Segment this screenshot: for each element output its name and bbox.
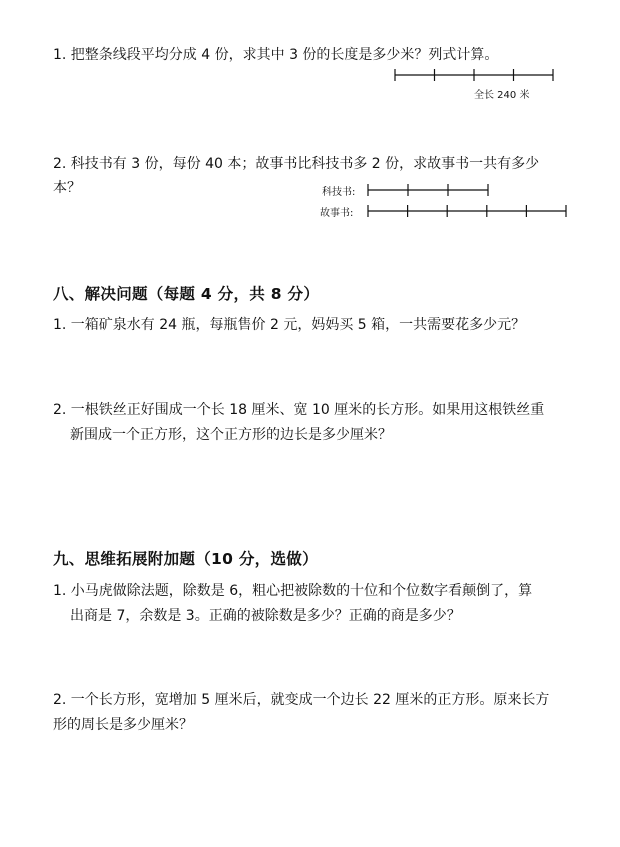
diagram-total-label: 全长 240 米 <box>474 90 530 101</box>
question-9-2-line2: 形的周长是多少厘米？ <box>53 717 193 733</box>
question-9-1-line1: 1. 小马虎做除法题，除数是 6，粗心把被除数的十位和个位数字看颠倒了，算 <box>53 583 533 599</box>
science-book-label: 科技书: <box>322 187 356 198</box>
section-8-heading: 八、解决问题（每题 4 分，共 8 分） <box>53 285 320 303</box>
question-8-2-line1: 2. 一根铁丝正好围成一个长 18 厘米、宽 10 厘米的长方形。如果用这根铁丝重 <box>53 402 545 418</box>
question-9-1-line2: 出商是 7，余数是 3。正确的被除数是多少？正确的商是多少？ <box>70 608 461 624</box>
question-9-2-line1: 2. 一个长方形，宽增加 5 厘米后，就变成一个边长 22 厘米的正方形。原来长方 <box>53 692 550 708</box>
question-7-1-text: 1. 把整条线段平均分成 4 份，求其中 3 份的长度是多少米？列式计算。 <box>53 47 499 63</box>
question-7-2-line2: 本？ <box>53 180 81 196</box>
question-7-2-line1: 2. 科技书有 3 份，每份 40 本；故事书比科技书多 2 份，求故事书一共有多少 <box>53 156 540 172</box>
question-8-1-text: 1. 一箱矿泉水有 24 瓶，每瓶售价 2 元，妈妈买 5 箱，一共需要花多少元？ <box>53 317 526 333</box>
question-8-2-line2: 新围成一个正方形，这个正方形的边长是多少厘米？ <box>70 427 392 443</box>
story-book-label: 故事书: <box>320 208 354 219</box>
section-9-heading: 九、思维拓展附加题（10 分，选做） <box>53 550 318 568</box>
